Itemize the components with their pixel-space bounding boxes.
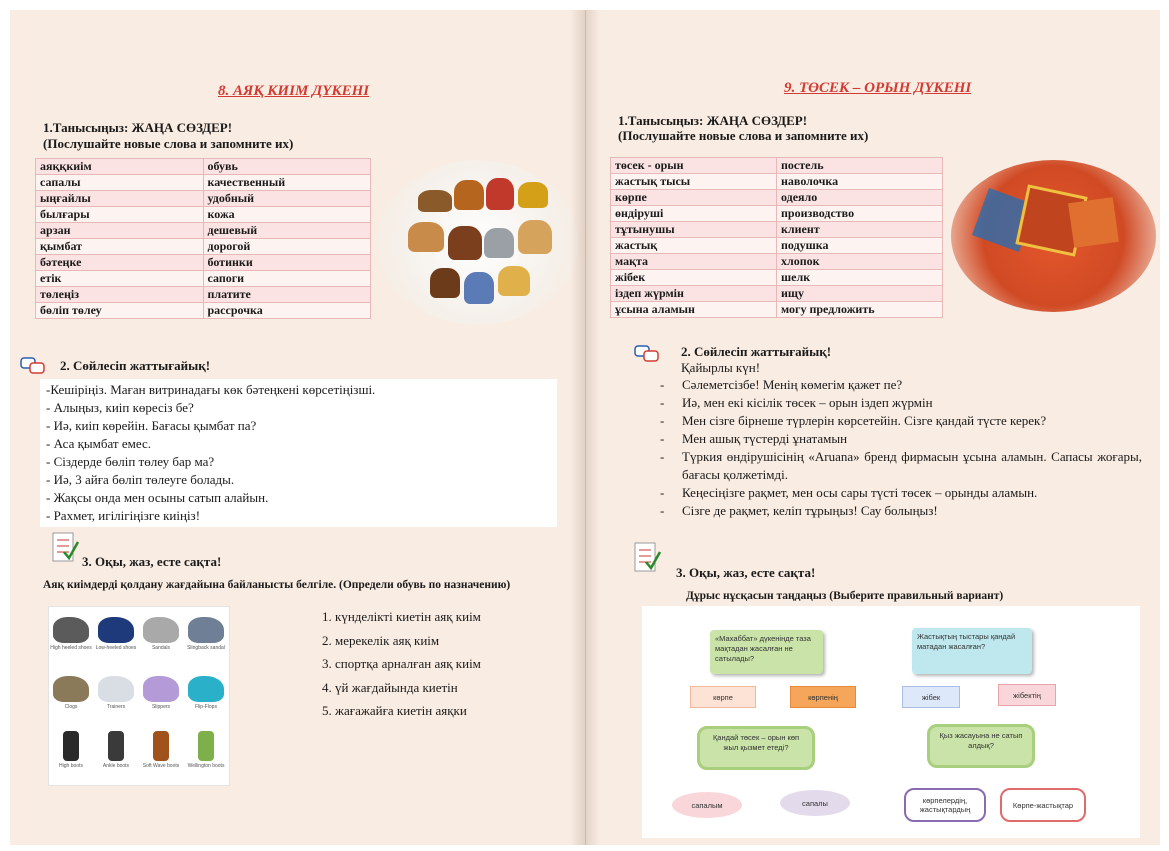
right-vocab-table [610, 157, 943, 318]
right-greeting: Қайырлы күн! [681, 360, 761, 375]
left-section2-title: 2. Сөйлесіп жаттығайық! [60, 358, 211, 373]
vocab-row [36, 159, 371, 175]
vocab-row [611, 302, 943, 318]
question-box: Қыз жасауына не сатып алдық? [927, 724, 1035, 768]
dialog-line: - Сіздерде бөліп төлеу бар ма? [46, 454, 215, 469]
shoe-caption: High heeled shoes [50, 645, 92, 651]
vocab-russian: рассрочка [203, 303, 371, 319]
dialog-line: - Мен ашық түстерді ұнатамын [660, 431, 848, 446]
vocab-kazakh: тұтынушы [611, 222, 777, 238]
vocab-russian: подушка [777, 238, 943, 254]
left-section3-title: 3. Оқы, жаз, есте сақта! [82, 554, 222, 569]
question-box: Қандай төсек – орын көп жыл қызмет етеді? [697, 726, 815, 770]
shoe-caption: Clogs [64, 704, 78, 710]
shoe-caption: High boots [59, 763, 83, 769]
dialog-line: - Кеңесіңізге рақмет, мен осы сары түсті төсек – орынды аламын. [660, 485, 1038, 500]
vocab-russian: одеяло [777, 190, 943, 206]
dialog-line: - Сәлеметсізбе! Менің көмегім қажет пе? [660, 377, 903, 392]
shoe-type-item[interactable] [94, 613, 138, 657]
vocab-row [36, 287, 371, 303]
vocab-row [36, 191, 371, 207]
dialog-line: - Мен сізге бірнеше түрлерін көрсетейін. Сізге қандай түсте керек? [660, 413, 1047, 428]
left-page-title: 8. АЯҚ КИІМ ДҮКЕНІ [218, 83, 370, 99]
vocab-russian: могу предложить [777, 302, 943, 318]
shoe-picture [143, 676, 179, 702]
vocab-row [611, 158, 943, 174]
right-intro-line1: 1.Танысыңыз: ЖАҢА СӨЗДЕР! [618, 113, 808, 128]
right-page [586, 10, 1160, 845]
shoe-picture [198, 731, 214, 761]
shoe-type-item[interactable] [184, 731, 228, 775]
chat-bubbles-icon [20, 356, 46, 376]
shoe-purpose-item: 1. күнделікті киетін аяқ киім [322, 609, 481, 624]
vocab-kazakh: қымбат [36, 239, 204, 255]
shoe-picture [98, 676, 134, 702]
vocab-russian: ищу [777, 286, 943, 302]
dialog-line: - Аса қымбат емес. [46, 436, 151, 451]
vocab-row [36, 175, 371, 191]
right-section2-title: 2. Сөйлесіп жаттығайық! [681, 344, 832, 359]
vocab-russian: удобный [203, 191, 371, 207]
shoe-caption: Flip-Flops [195, 704, 217, 710]
left-section3-task: Аяқ киімдерді қолдану жағдайына байланысты белгіле. (Определи обувь по назначению) [43, 579, 511, 591]
vocab-russian: качественный [203, 175, 371, 191]
shoe-picture [63, 731, 79, 761]
shoe-picture [153, 731, 169, 761]
vocab-russian: постель [777, 158, 943, 174]
shoe-picture [143, 617, 179, 643]
right-page-title: 9. ТӨСЕК – ОРЫН ДҮКЕНІ [784, 80, 972, 96]
answer-option[interactable]: Көрпе-жастықтар [1000, 788, 1086, 822]
shoe-caption: Trainers [106, 704, 126, 710]
vocab-row [36, 303, 371, 319]
right-section3-title: 3. Оқы, жаз, есте сақта! [676, 565, 816, 580]
vocab-kazakh: өндіруші [611, 206, 777, 222]
left-vocab-table [35, 158, 371, 319]
right-section3-task: Дұрыс нұсқасын таңдаңыз (Выберите правильный вариант) [686, 590, 1004, 602]
vocab-kazakh: іздеп жүрмін [611, 286, 777, 302]
shoe-picture [108, 731, 124, 761]
left-dialog [40, 379, 557, 527]
vocab-russian: обувь [203, 159, 371, 175]
vocab-row [611, 206, 943, 222]
vocab-row [611, 222, 943, 238]
shoe-picture [98, 617, 134, 643]
shoe-caption: Wellington boots [187, 763, 225, 769]
vocab-russian: шелк [777, 270, 943, 286]
shoe-purpose-item: 2. мерекелік аяқ киім [322, 632, 440, 648]
shoe-caption: Slippers [151, 704, 171, 710]
dialog-line: - Алыңыз, киіп көресіз бе? [46, 400, 194, 415]
right-intro-line2: (Послушайте новые слова и запомните их) [618, 128, 869, 143]
shoe-purpose-list [322, 605, 481, 723]
shoe-purpose-item: 4. үй жағдайында киетін [322, 679, 458, 695]
shoe-picture [188, 676, 224, 702]
bedding-photo [951, 160, 1156, 312]
shoe-caption: Soft Wave boots [142, 763, 180, 769]
shoe-picture [53, 676, 89, 702]
vocab-kazakh: бөліп төлеу [36, 303, 204, 319]
vocab-kazakh: төлеңіз [36, 287, 204, 303]
vocab-row [36, 271, 371, 287]
shoe-caption: Slingback sandal [187, 645, 225, 651]
vocab-row [36, 207, 371, 223]
shoes-photo [378, 160, 578, 325]
vocab-kazakh: жастық тысы [611, 174, 777, 190]
question-box: «Махаббат» дүкенінде таза мақтадан жасалған не сатылады? [710, 630, 823, 674]
vocab-russian: кожа [203, 207, 371, 223]
shoe-picture [188, 617, 224, 643]
vocab-kazakh: бәтеңке [36, 255, 204, 271]
shoe-type-item[interactable] [139, 613, 183, 657]
answer-option[interactable]: жібектің [998, 684, 1056, 706]
shoe-caption: Ankle boots [102, 763, 130, 769]
shoe-purpose-item: 5. жағажайға киетін аяқки [322, 703, 467, 718]
checklist-icon [632, 540, 662, 574]
vocab-russian: наволочка [777, 174, 943, 190]
vocab-russian: дорогой [203, 239, 371, 255]
vocab-kazakh: жастық [611, 238, 777, 254]
shoe-type-item[interactable] [49, 731, 93, 775]
shoe-type-item[interactable] [139, 672, 183, 716]
dialog-line: -Кешіріңіз. Маған витринадағы көк бәтеңкені көрсетіңізші. [46, 382, 376, 397]
answer-option[interactable]: сапалым [672, 792, 742, 818]
shoe-type-item[interactable] [94, 731, 138, 775]
vocab-row [611, 190, 943, 206]
vocab-kazakh: сапалы [36, 175, 204, 191]
shoe-caption: Sandals [151, 645, 171, 651]
vocab-row [36, 255, 371, 271]
vocab-row [611, 174, 943, 190]
vocab-row [611, 238, 943, 254]
vocab-kazakh: былғары [36, 207, 204, 223]
answer-option[interactable]: көрпе [690, 686, 756, 708]
book-spread [10, 10, 1160, 845]
vocab-kazakh: жібек [611, 270, 777, 286]
checklist-icon [50, 530, 80, 564]
right-dialog [652, 376, 1142, 520]
vocab-russian: хлопок [777, 254, 943, 270]
shoe-purpose-item: 3. спортқа арналған аяқ киім [322, 656, 481, 671]
vocab-kazakh: ыңғайлы [36, 191, 204, 207]
vocab-kazakh: аяққкиім [36, 159, 204, 175]
dialog-line: - Рахмет, игілігіңізге киіңіз! [46, 508, 201, 523]
vocab-russian: дешевый [203, 223, 371, 239]
vocab-kazakh: мақта [611, 254, 777, 270]
shoe-type-item[interactable] [49, 672, 93, 716]
vocab-kazakh: арзан [36, 223, 204, 239]
answer-option[interactable]: көрпенің [790, 686, 856, 708]
vocab-kazakh: көрпе [611, 190, 777, 206]
shoe-type-item[interactable] [49, 613, 93, 657]
vocab-russian: сапоги [203, 271, 371, 287]
left-intro-line2: (Послушайте новые слова и запомните их) [43, 136, 294, 151]
chat-bubbles-icon [634, 344, 660, 364]
shoe-type-grid [48, 606, 230, 786]
vocab-row [36, 223, 371, 239]
vocab-row [611, 270, 943, 286]
choice-diagram [642, 606, 1140, 838]
vocab-russian: клиент [777, 222, 943, 238]
shoe-type-item[interactable] [94, 672, 138, 716]
shoe-type-item[interactable] [184, 613, 228, 657]
answer-option[interactable]: сапалы [780, 790, 850, 816]
answer-option[interactable]: көрпелердің, жастықтардың [904, 788, 986, 822]
vocab-kazakh: ұсына аламын [611, 302, 777, 318]
question-box: Жастықтың тыстары қандай матадан жасалған? [912, 628, 1032, 674]
vocab-row [36, 239, 371, 255]
dialog-line: - Түркия өндірушісінің «Aruana» бренд фирмасын ұсына аламын. Сапасы жоғары, бағасы қолжетімді. [660, 449, 1142, 482]
shoe-type-item[interactable] [139, 731, 183, 775]
dialog-line: - Жақсы онда мен осыны сатып алайын. [46, 490, 269, 505]
shoe-type-item[interactable] [184, 672, 228, 716]
vocab-kazakh: етік [36, 271, 204, 287]
vocab-row [611, 254, 943, 270]
vocab-russian: ботинки [203, 255, 371, 271]
vocab-row [611, 286, 943, 302]
dialog-line: - Иә, киіп көрейін. Бағасы қымбат па? [46, 418, 257, 433]
book-gutter [570, 10, 600, 845]
left-page [10, 10, 586, 845]
dialog-line: - Иә, 3 айға бөліп төлеуге болады. [46, 472, 235, 487]
shoe-picture [53, 617, 89, 643]
vocab-russian: производство [777, 206, 943, 222]
answer-option[interactable]: жібек [902, 686, 960, 708]
shoe-caption: Low-heeled shoes [95, 645, 137, 651]
left-intro-line1: 1.Танысыңыз: ЖАҢА СӨЗДЕР! [43, 120, 233, 135]
dialog-line: - Сізге де рақмет, келіп тұрыңыз! Сау болыңыз! [660, 503, 938, 518]
vocab-russian: платите [203, 287, 371, 303]
dialog-line: - Иә, мен екі кісілік төсек – орын іздеп жүрмін [660, 395, 933, 410]
vocab-kazakh: төсек - орын [611, 158, 777, 174]
